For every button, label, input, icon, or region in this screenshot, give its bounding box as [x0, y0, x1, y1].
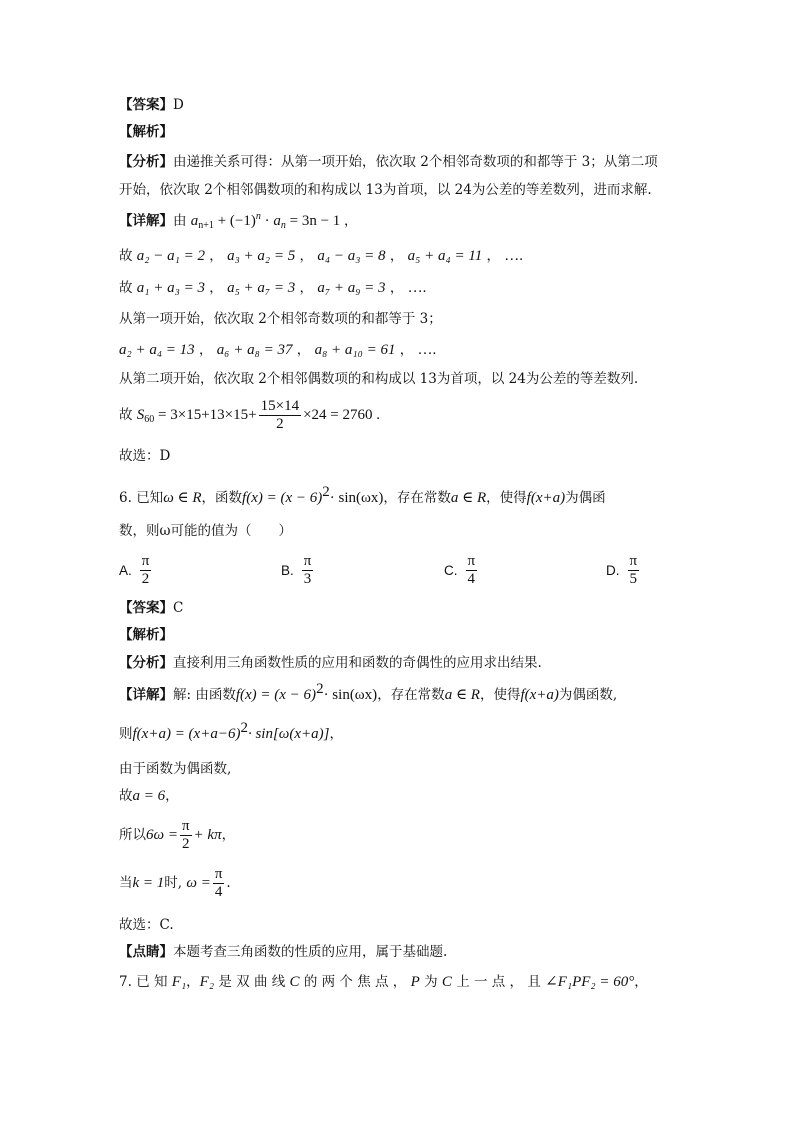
- ze-text: 则: [119, 726, 133, 742]
- dang-text: 当: [119, 875, 133, 891]
- option-c-den: 4: [466, 570, 478, 588]
- eq-a-ellipsis: ….: [504, 248, 524, 264]
- eq-a-3: a₄ − a₃ = 8: [317, 248, 386, 264]
- eq-a-2: a₃ + a₂ = 5: [227, 248, 296, 264]
- q7-sep: ，: [186, 974, 200, 990]
- option-d-den: 5: [628, 570, 640, 588]
- suoyi-text: 所以: [119, 827, 146, 843]
- sum-denominator: 2: [259, 415, 301, 433]
- detail-q6-line-5: [119, 818, 235, 853]
- comment-label: 【点睛】: [119, 944, 173, 960]
- q7-f2: F₂: [199, 974, 215, 990]
- option-d-num: π: [629, 553, 638, 569]
- pi-over-2-fraction: [180, 818, 192, 853]
- frac-den: 4: [213, 883, 225, 901]
- detail-fxa-expansion: f(x+a) = (x+a−6): [132, 726, 241, 742]
- eq-a-4: a₅ + a₄ = 11: [407, 248, 483, 264]
- analysis-line-2-q5: 开始，依次取 2个相邻偶数项的和构成以 13为首项，以 24为公差的等差数列，进而求解.: [119, 182, 652, 198]
- gu-text: 故: [119, 280, 133, 296]
- eq-c-ellipsis: ….: [417, 342, 437, 358]
- q6-stem-line-2: 数，则ω可能的值为（ ）: [119, 523, 293, 539]
- analysis-heading-q6: 【解析】: [119, 627, 173, 643]
- q6-sin: · sin(ωx): [329, 490, 384, 506]
- detail-text-d: ，存在常数: [377, 687, 445, 703]
- q6-number: 6.: [119, 490, 132, 506]
- option-d-label: D.: [606, 563, 620, 578]
- detail-q6-line-1: 【详解】解: 由函数$f(x) = (x - 6)^2\cdot \sin(\omega x)$，存在常数a ∈ R，使得f(x+a)为偶函数,: [119, 681, 618, 703]
- even-sum-text: 从第二项开始，依次取 2个相邻偶数项的和构成以 13为首项，以 24为公差的等差数列.: [119, 371, 639, 387]
- q7-stem-line-1: [119, 973, 648, 991]
- recurrence-rhs: 3n − 1: [301, 213, 341, 229]
- sum-lhs: 3×15+13×15+: [170, 406, 257, 423]
- detail-text-h: 为偶函数,: [558, 687, 618, 703]
- option-c-label: C.: [444, 563, 458, 578]
- detail-text: 解: 由函数: [173, 687, 236, 703]
- detail-q6-line-3: 由于函数为偶函数,: [119, 761, 232, 777]
- answer-line-q5: [119, 96, 184, 114]
- q7-c2: C: [441, 974, 452, 990]
- option-b-den: 3: [302, 570, 314, 588]
- option-c-fraction: [466, 553, 478, 588]
- q6-fxa: f(x+a): [526, 490, 566, 506]
- eq-c-2: a₆ + a₈ = 37: [216, 342, 293, 358]
- detail-fx: f(x) = (x − 6): [235, 687, 317, 703]
- eq-a-1: a₂ − a₁ = 2: [136, 248, 205, 264]
- option-b-num: π: [303, 553, 312, 569]
- detail-text: 由: [173, 213, 187, 229]
- analysis-label: 【分析】: [119, 154, 173, 170]
- option-a[interactable]: [119, 553, 153, 588]
- sum-line: [119, 398, 380, 433]
- recurrence-formula: $a_{n+1} + (-1)^n \cdot a_n = 3n - 1$: [190, 211, 341, 231]
- option-a-fraction: [140, 553, 152, 588]
- gu-text: 故: [119, 248, 133, 264]
- option-a-label: A.: [119, 563, 132, 578]
- sum-fraction: [259, 398, 301, 433]
- answer-line-q6: [119, 599, 183, 617]
- detail-q6-line-6: [119, 866, 231, 901]
- detail-a-in-r: a ∈ R: [444, 687, 480, 703]
- frac-num: π: [181, 818, 190, 834]
- analysis-heading-q5: 【解析】: [119, 124, 173, 140]
- eq-c-3: a₈ + a₁₀ = 61: [314, 342, 396, 358]
- q6-text-a: 已知: [136, 490, 164, 506]
- pi-over-4-fraction: [213, 866, 225, 901]
- option-a-num: π: [141, 553, 150, 569]
- gu-text: 故: [119, 788, 133, 804]
- odd-sum-text: 从第一项开始，依次取 2个相邻奇数项的和都等于 3；: [119, 311, 442, 327]
- option-d-fraction: [628, 553, 640, 588]
- q7-text3: 的 两 个 焦 点 ，: [303, 974, 407, 990]
- detail-sin-expansion: · sin[ω(x+a)]: [247, 726, 330, 742]
- option-b-label: B.: [281, 563, 294, 578]
- q6-a-in-r: a ∈ R: [450, 490, 487, 506]
- q7-text2: 是 双 曲 线: [218, 974, 286, 990]
- frac-den: 2: [180, 835, 192, 853]
- k-equals-1: k = 1: [132, 875, 165, 891]
- q7-tail: ，: [634, 974, 648, 990]
- detail-fxa: f(x+a): [520, 687, 559, 703]
- option-b[interactable]: [281, 553, 315, 588]
- eq-c-1: a₂ + a₄ = 13: [119, 342, 195, 358]
- eq-b-3: a₇ + a₉ = 3: [317, 280, 386, 296]
- q7-angle: ∠F₁PF₂ = 60°: [545, 974, 635, 990]
- choose-line-q6: 故选：C.: [119, 917, 174, 933]
- q6-text-c: ，函数: [201, 490, 243, 506]
- a-equals-6: a = 6: [132, 788, 166, 804]
- detail-label: 【详解】: [119, 687, 173, 703]
- option-c-num: π: [467, 553, 476, 569]
- q6-text-j: 为偶函: [565, 490, 606, 506]
- q6-text-f: ，存在常数: [383, 490, 451, 506]
- sum-formula: $S_{60} = 3\times 15+13\times 15+$ $\frac{15\times 14}{2}$ ×24 = 2760 .: [136, 398, 380, 432]
- q7-c: C: [289, 974, 300, 990]
- k-pi: + kπ: [193, 827, 222, 843]
- option-c[interactable]: [444, 553, 479, 588]
- equation-row-a: 故 a₂ − a₁ = 2 ， a₃ + a₂ = 5 ， a₄ − a₃ = 8 ， a₅ + a₄ = 11 ， ….: [119, 248, 524, 264]
- equation-row-c: a₂ + a₄ = 13 ， a₆ + a₈ = 37 ， a₈ + a₁₀ = 61 ， ….: [119, 342, 437, 358]
- comma: ，: [221, 827, 236, 843]
- comma: ，: [344, 213, 358, 229]
- analysis-line-q6: [119, 654, 542, 672]
- eq-b-2: a₅ + a₇ = 3: [227, 280, 296, 296]
- analysis-text: 直接利用三角函数性质的应用和函数的奇偶性的应用求出结果.: [173, 655, 542, 671]
- option-a-den: 2: [140, 570, 152, 588]
- gu-text: 故: [119, 406, 133, 423]
- q7-f1: F₁: [171, 974, 187, 990]
- answer-value: D: [173, 97, 184, 113]
- q6-omega-in-r: ω ∈ R: [163, 490, 202, 506]
- period: .: [226, 875, 231, 891]
- shi-text: 时,: [164, 875, 183, 891]
- detail-label: 【详解】: [119, 213, 173, 229]
- frac-num: π: [214, 866, 223, 882]
- analysis-line-1-q5: [119, 153, 658, 171]
- comma: ，: [165, 788, 179, 804]
- equation-row-b: 故 a₁ + a₃ = 3 ， a₅ + a₇ = 3 ， a₇ + a₉ = 3 ， ….: [119, 280, 427, 296]
- q7-number: 7.: [119, 974, 132, 990]
- comma: ，: [329, 726, 343, 742]
- q7-text: 已 知: [136, 974, 168, 990]
- q7-p: P: [410, 974, 420, 990]
- analysis-text-1: 由递推关系可得：从第一项开始，依次取 2个相邻奇数项的和都等于 3；从第二项: [173, 154, 658, 170]
- sum-rhs: ×24 = 2760 .: [303, 406, 380, 423]
- omega-equals: ω =: [186, 875, 211, 891]
- q7-text4: 为: [424, 974, 438, 990]
- q6-fx: f(x) = (x − 6): [242, 490, 323, 506]
- q6-text-h: ，使得: [486, 490, 527, 506]
- detail-q6-line-2: 则$f(x+a) = (x+a-6)^2\cdot \sin[\omega(x+a)]$，: [119, 720, 343, 742]
- sum-numerator: 15×14: [260, 398, 300, 414]
- analysis-label: 【分析】: [119, 655, 173, 671]
- choose-line-q5: 故选：D: [119, 448, 171, 464]
- detail-q6-line-4: [119, 787, 179, 805]
- comment-text: 本题考查三角函数的性质的应用，属于基础题.: [173, 944, 448, 960]
- eq-b-1: a₁ + a₃ = 3: [136, 280, 205, 296]
- q6-stem-line-1: 6. 已知ω ∈ R，函数$f(x) = (x - 6)^2\cdot \sin(\omega x)$，存在常数a ∈ R，使得f(x+a)为偶函: [119, 484, 606, 506]
- q7-text5: 上 一 点 ， 且: [456, 974, 541, 990]
- comment-line-q6: [119, 943, 447, 961]
- option-d[interactable]: [606, 553, 641, 588]
- answer-label: 【答案】: [119, 600, 173, 616]
- answer-label: 【答案】: [119, 97, 173, 113]
- six-omega: 6ω =: [146, 827, 178, 843]
- option-b-fraction: [302, 553, 314, 588]
- detail-recurrence-line: [119, 212, 358, 230]
- detail-text-f: ，使得: [479, 687, 521, 703]
- eq-b-ellipsis: ….: [407, 280, 427, 296]
- answer-value: C: [173, 600, 184, 616]
- detail-sin: · sin(ωx): [323, 687, 378, 703]
